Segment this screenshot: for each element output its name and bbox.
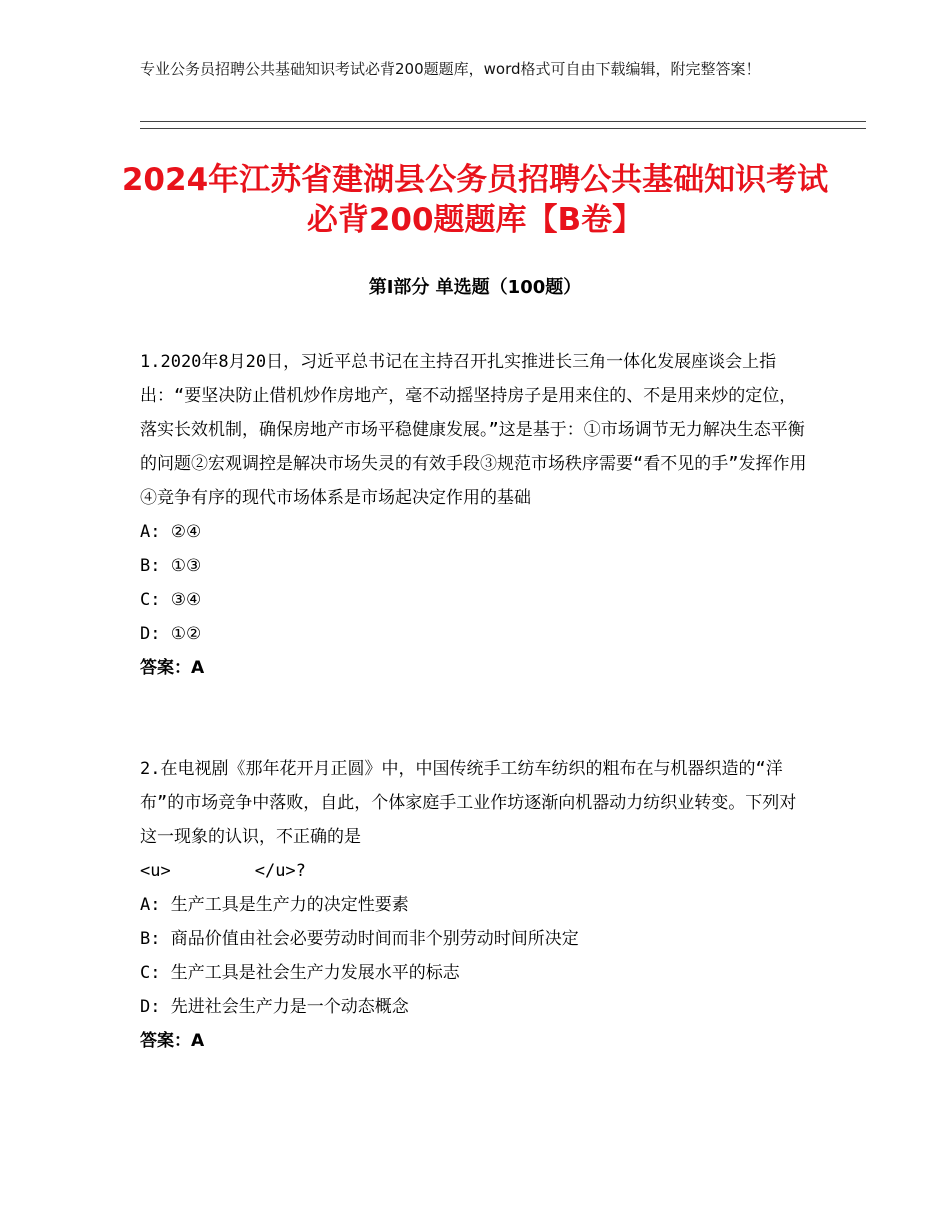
- option-d: D: ①②: [140, 624, 202, 644]
- option-d: D: 先进社会生产力是一个动态概念: [140, 997, 409, 1017]
- header-divider: [140, 121, 866, 129]
- document-title: 2024年江苏省建湖县公务员招聘公共基础知识考试必背200题题库【B卷】: [121, 162, 829, 238]
- option-a: A: ②④: [140, 522, 202, 542]
- underline-open-tag: <u>: [140, 861, 171, 881]
- underline-close-tag: </u>?: [254, 861, 306, 881]
- answer: 答案：A: [140, 658, 205, 678]
- option-c: C: ③④: [140, 590, 202, 610]
- question-2: [140, 752, 810, 1058]
- option-b: B: ①③: [140, 556, 202, 576]
- question-1: [140, 345, 810, 685]
- answer: 答案：A: [140, 1031, 205, 1051]
- section-title: 第Ⅰ部分 单选题（100题）: [368, 277, 582, 298]
- question-stem: [140, 752, 810, 888]
- question-stem-text: 2.在电视剧《那年花开月正圆》中，中国传统手工纺车纺织的粗布在与机器织造的“洋布”的市场竞争中落败，自此，个体家庭手工业作坊逐渐向机器动力纺织业转变。下列对这一现象的认识，不正确的是: [140, 759, 797, 847]
- option-c: C: 生产工具是社会生产力发展水平的标志: [140, 963, 460, 983]
- option-b: B: 商品价值由社会必要劳动时间而非个别劳动时间所决定: [140, 929, 579, 949]
- option-a: A: 生产工具是生产力的决定性要素: [140, 895, 409, 915]
- header-note: 专业公务员招聘公共基础知识考试必背200题题库，word格式可自由下载编辑，附完整答案！: [140, 60, 761, 78]
- question-stem: 1.2020年8月20日，习近平总书记在主持召开扎实推进长三角一体化发展座谈会上指出：“要坚决防止借机炒作房地产，毫不动摇坚持房子是用来住的、不是用来炒的定位，落实长效机制，确保房地产市场平稳健康发展。”这是基于：①市场调节无力解决生态平衡的问题②宏观调控是解决市场失灵的有效手段③规范市场秩序需要“看不见的手”发挥作用④竞争有序的现代市场体系是市场起决定作用的基础: [140, 352, 807, 508]
